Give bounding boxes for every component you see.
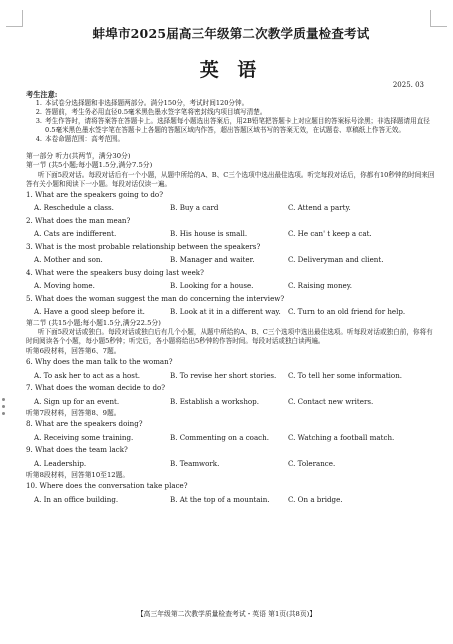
question-3 bbox=[26, 241, 436, 267]
section1-instruction: 听下面5段对话。每段对话后有一个小题，从题中所给的A、B、C三个选项中选出最佳选项。听完每段对话后，你都有10秒钟的时间来回答有关小题和阅读下一小题。每段对话仅读一遍。 bbox=[26, 170, 435, 188]
option-a: A. Receiving some training. bbox=[34, 432, 134, 442]
section1-heading: 第一节 (共5小题;每小题1.5分,满分7.5分) bbox=[26, 161, 153, 170]
options-row bbox=[26, 201, 436, 215]
question-text: 5. What does the woman suggest the man do concerning the interview? bbox=[26, 293, 285, 303]
options-row bbox=[26, 227, 436, 241]
notice-heading: 考生注意: bbox=[26, 90, 58, 99]
option-a: A. Cats are indifferent. bbox=[34, 229, 117, 239]
option-c: C. Tolerance. bbox=[288, 458, 336, 468]
option-a: A. To ask her to act as a host. bbox=[34, 370, 141, 380]
notice-item-number: 2. bbox=[35, 107, 42, 116]
question-text: 7. What does the woman decide to do? bbox=[26, 383, 166, 393]
notice-item-number: 4. bbox=[35, 134, 42, 143]
option-a: A. Mother and son. bbox=[34, 255, 103, 265]
material-lead: 听第6段材料，回答第6、7题。 bbox=[26, 347, 121, 356]
page-footer: 【高三年级第二次教学质量检查考试・英语 第1页(共8页)】 bbox=[136, 610, 317, 618]
option-b: B. At the top of a mountain. bbox=[170, 494, 270, 504]
option-c: C. Turn to an old friend for help. bbox=[288, 307, 406, 317]
options-row bbox=[26, 253, 436, 267]
section2-instruction: 听下面5段对话或独白。每段对话或独白后有几个小题，从题中所给的A、B、C三个选项中选出最佳选项。听每段对话或独白前，你将有时间阅读各个小题，每小题5秒钟；听完后，各小题将给出5秒钟的作答时间。每段对话或独白读两遍。 bbox=[26, 328, 433, 346]
notice-block bbox=[26, 90, 436, 144]
subject-heading: 英 语 bbox=[199, 59, 263, 81]
notice-item bbox=[26, 108, 436, 117]
option-b: B. Looking for a house. bbox=[170, 281, 254, 291]
section2-heading: 第二节 (共15小题;每小题1.5分,满分22.5分) bbox=[26, 318, 161, 327]
notice-item-text: 本试卷分选择题和非选择题两部分。满分150分，考试时间120分钟。 bbox=[45, 99, 249, 107]
question-text: 1. What are the speakers going to do? bbox=[26, 189, 163, 199]
option-b: B. Look at it in a different way. bbox=[170, 307, 281, 317]
option-b: B. Commenting on a coach. bbox=[170, 432, 269, 442]
options-row bbox=[26, 279, 436, 293]
question-8 bbox=[26, 418, 436, 444]
option-b: B. Buy a card bbox=[170, 203, 219, 213]
option-a: A. Reschedule a class. bbox=[34, 203, 114, 213]
options-row bbox=[26, 395, 436, 409]
options-row bbox=[26, 493, 436, 507]
question-text: 8. What are the speakers doing? bbox=[26, 419, 143, 429]
notice-item-text: 答题前，考生务必用直径0.5毫米黑色墨水签字笔将密封线内项目填写清楚。 bbox=[45, 107, 267, 116]
question-9 bbox=[26, 444, 436, 470]
option-a: A. Leadership. bbox=[34, 458, 87, 468]
option-c: C. Deliveryman and client. bbox=[288, 255, 384, 265]
question-text: 6. Why does the man talk to the woman? bbox=[26, 357, 173, 367]
document-page bbox=[26, 24, 436, 506]
notice-item bbox=[26, 117, 436, 135]
option-b: B. His house is small. bbox=[170, 229, 248, 239]
notice-item-text: 考生作答时，请将答案答在答题卡上。选择题每小题选出答案后，用2B铅笔把答题卡上对应题目的答案标号涂黑；非选择题请用直径0.5毫米黑色墨水签字笔在答题卡上各题的答题区域内作答，超出答题区域书写的答案无效，在试题卷、草稿纸上作答无效。 bbox=[45, 116, 430, 134]
option-b: B. Manager and waiter. bbox=[170, 255, 255, 265]
question-6 bbox=[26, 356, 436, 382]
question-2 bbox=[26, 215, 436, 241]
option-b: B. Teamwork. bbox=[170, 458, 220, 468]
question-1 bbox=[26, 189, 436, 215]
exam-title: 蚌埠市2025届高三年级第二次教学质量检查考试 bbox=[92, 26, 370, 41]
question-text: 10. Where does the conversation take place? bbox=[26, 481, 188, 491]
option-c: C. Watching a football match. bbox=[288, 432, 395, 442]
option-c: C. Raising money. bbox=[288, 281, 353, 291]
part1-heading: 第一部分 听力(共两节，满分30分) bbox=[26, 151, 131, 160]
option-a: A. Moving home. bbox=[34, 281, 95, 291]
options-row bbox=[26, 457, 436, 471]
notice-list bbox=[26, 99, 436, 144]
option-b: B. Establish a workshop. bbox=[170, 396, 259, 406]
option-c: C. On a bridge. bbox=[288, 494, 343, 504]
question-10 bbox=[26, 480, 436, 506]
question-5 bbox=[26, 293, 436, 319]
question-7 bbox=[26, 382, 436, 408]
options-row bbox=[26, 305, 436, 319]
notice-item-number: 3. bbox=[35, 116, 42, 125]
option-a: A. In an office building. bbox=[34, 494, 119, 504]
question-text: 9. What does the team lack? bbox=[26, 445, 128, 455]
option-c: C. Attend a party. bbox=[288, 203, 351, 213]
option-b: B. To revise her short stories. bbox=[170, 370, 277, 380]
option-c: C. He can' t keep a cat. bbox=[288, 229, 372, 239]
option-c: C. To tell her some information. bbox=[288, 370, 403, 380]
option-a: A. Have a good sleep before it. bbox=[34, 307, 145, 317]
notice-item bbox=[26, 99, 436, 108]
question-text: 3. What is the most probable relationship between the speakers? bbox=[26, 241, 261, 251]
question-text: 4. What were the speakers busy doing last week? bbox=[26, 267, 204, 277]
options-row bbox=[26, 431, 436, 445]
option-a: A. Sign up for an event. bbox=[34, 396, 120, 406]
material-lead: 听第7段材料，回答第8、9题。 bbox=[26, 409, 121, 418]
question-text: 2. What does the man mean? bbox=[26, 215, 131, 225]
side-handle-icon[interactable] bbox=[2, 398, 6, 419]
crop-mark-top-left bbox=[6, 10, 23, 27]
exam-date: 2025. 03 bbox=[392, 81, 424, 89]
material-lead: 听第8段材料，回答第10至12题。 bbox=[26, 471, 130, 480]
notice-item-text: 本卷命题范围：高考范围。 bbox=[45, 134, 125, 143]
question-4 bbox=[26, 267, 436, 293]
option-c: C. Contact new writers. bbox=[288, 396, 374, 406]
notice-item bbox=[26, 135, 436, 144]
options-row bbox=[26, 369, 436, 383]
notice-item-number: 1. bbox=[35, 99, 42, 107]
